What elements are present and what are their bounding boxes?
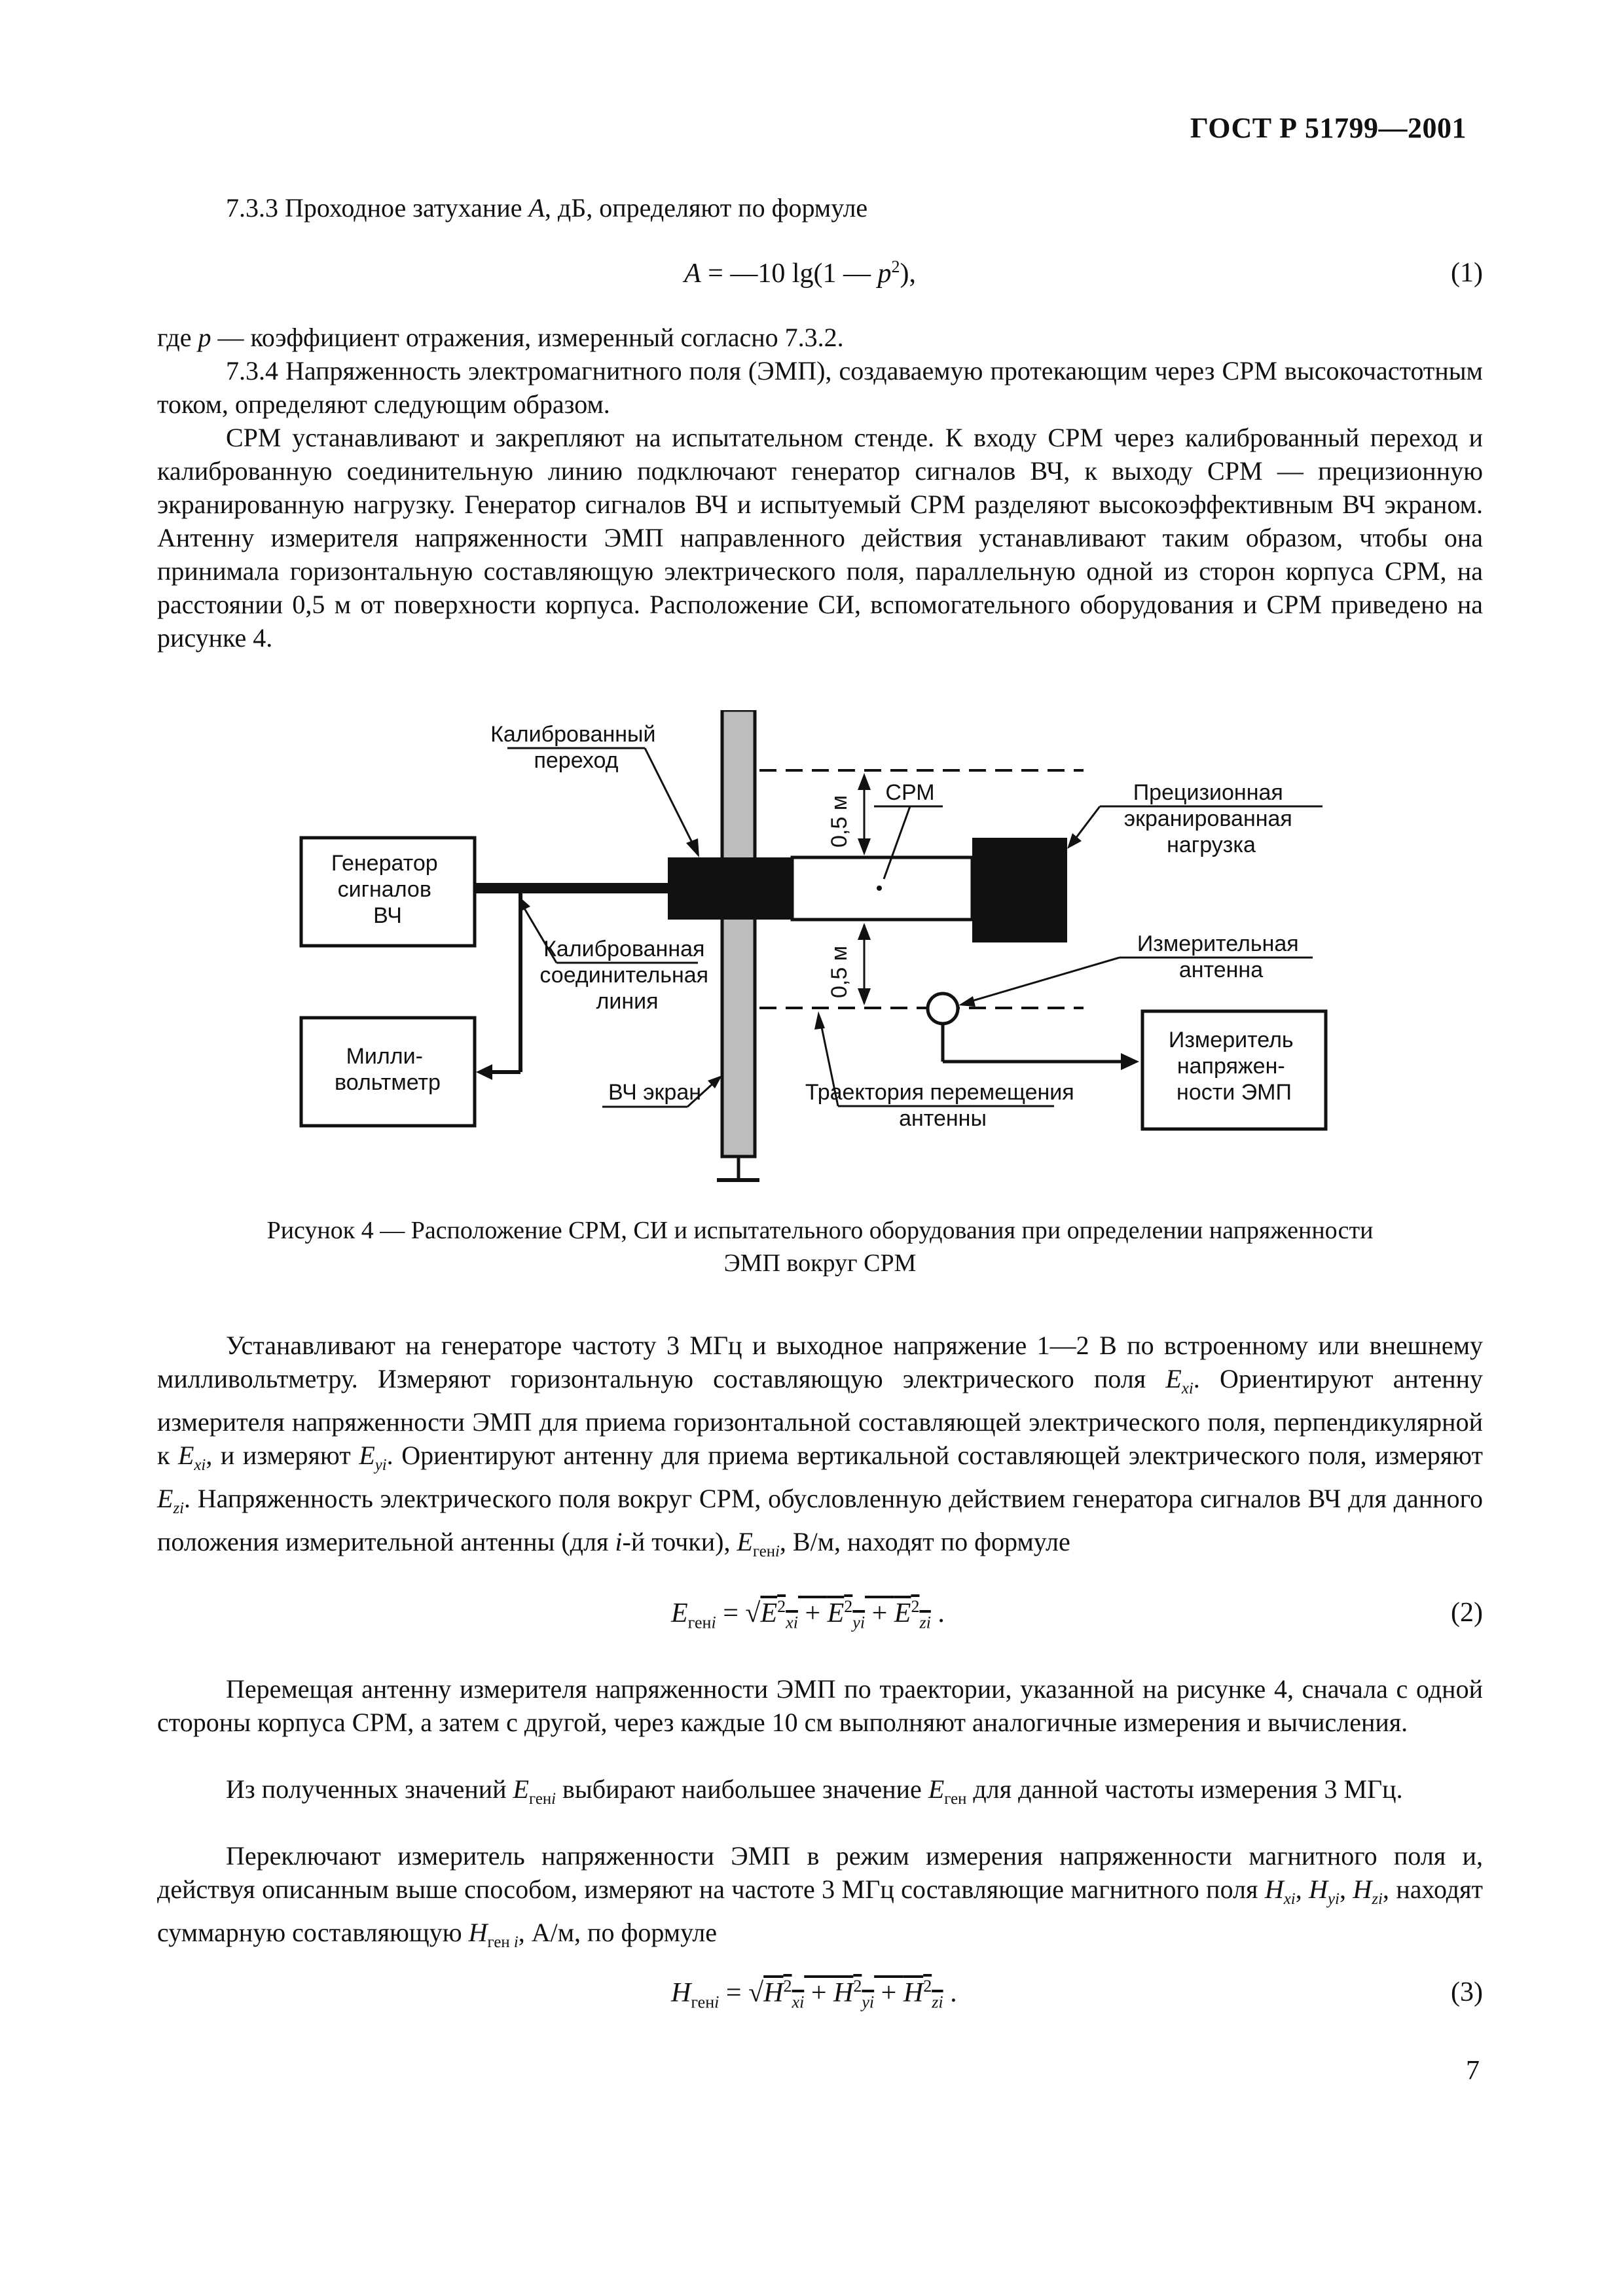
- caption-line-1: Рисунок 4 — Расположение СРМ, СИ и испытательного оборудования при определении напряженности: [266, 1217, 1374, 1244]
- formula-3-expression: $H_{генi} = √H^2_{xi} + H^2_{yi} + H^2_{zi}$ .: [671, 1977, 957, 2012]
- dim-arrow-bottom-up: [858, 923, 871, 940]
- trajectory-arrow: [814, 1011, 825, 1030]
- srm-label: СРМ: [885, 780, 935, 805]
- figure-4-diagram: [288, 710, 1362, 1198]
- generator-label: Генератор сигналов ВЧ: [331, 851, 438, 928]
- field-meter-label: Измеритель напряжен- ности ЭМП: [1168, 1028, 1294, 1105]
- calibrated-transition-arrow: [686, 838, 699, 857]
- antenna-wire-arrow: [1121, 1053, 1139, 1070]
- formula-2-expression: $E_{генi} = √E^2_{xi} + E^2_{yi} + E^2_{zi}$ .: [671, 1597, 945, 1632]
- paragraph-setup: СРМ устанавливают и закрепляют на испытательном стенде. К входу СРМ через калиброванный переход и калиброванную соединительную линию подключают генератор сигналов ВЧ, к выходу СРМ — прецизионную экранированную нагрузку. Генератор сигналов ВЧ и испытуемый СРМ разделяют высокоэффективным ВЧ экраном. Антенну измерителя напряженности ЭМП направленного действия устанавливают таким образом, чтобы она принимала горизонтальную составляющую электрического поля, параллельную одной из сторон корпуса СРМ, на расстоянии 0,5 м от поверхности корпуса. Расположение СИ, вспомогательного оборудования и СРМ приведено на рисунке 4.: [157, 423, 1483, 653]
- rf-screen: [722, 710, 755, 1157]
- dist-label-bottom: 0,5 м: [827, 945, 852, 998]
- page-number: 7: [1466, 2056, 1480, 2086]
- figure-caption: [157, 1214, 1483, 1280]
- screen-label: ВЧ экран: [608, 1080, 702, 1105]
- calibrated-line-label: Калиброванная соединительная линия: [539, 937, 709, 1014]
- formula-1-expression: A = —10 lg(1 — $p^2$),: [684, 257, 917, 289]
- calibrated-line-leader: [522, 905, 556, 963]
- paragraph-move: Перемещая антенну измерителя напряженности ЭМП по траектории, указанной на рисунке 4, сначала с одной стороны корпуса СРМ, а затем с другой, через каждые 10 см выполняют аналогичные измерения и вычисления.: [157, 1674, 1483, 1737]
- load-arrow: [1067, 833, 1082, 849]
- calibrated-transition-block: [668, 857, 792, 920]
- paragraph-7-3-3: 7.3.3 Проходное затухание A, дБ, определяют по формуле: [226, 193, 868, 223]
- paragraph-max: Из полученных значений $E_{генi}$ выбирают наибольшее значение $E_{ген}$ для данной частоты измерения 3 МГц.: [226, 1774, 1403, 1808]
- antenna-arrow: [958, 996, 976, 1007]
- paragraph-magnetic: Переключают измеритель напряженности ЭМП в режим измерения напряженности магнитного поля и, действуя описанным выше способом, измеряют на частоте 3 МГц составляющие магнитного поля $H_{xi}$, $H_{yi}$, $H_{zi}$, находят суммарную составляющую $H_{ген i}$, А/м, по формуле: [157, 1841, 1484, 1951]
- load-label: Прецизионная экранированная нагрузка: [1123, 780, 1292, 857]
- millivoltmeter-label: Милли- вольтметр: [335, 1044, 441, 1095]
- measuring-antenna: [928, 994, 958, 1024]
- formula-2: [157, 1597, 1483, 1636]
- caption-line-2: ЭМП вокруг СРМ: [723, 1249, 917, 1277]
- formula-1: [157, 257, 1483, 296]
- dim-arrow-bottom-down: [858, 988, 871, 1005]
- antenna-leader: [964, 958, 1120, 1003]
- trajectory-label: Траектория перемещения антенны: [805, 1080, 1074, 1131]
- paragraph-frequency: Устанавливают на генераторе частоту 3 МГц и выходное напряжение 1—2 В по встроенному или внешнему милливольтметру. Измеряют горизонтальную составляющую электрического поля $E_{xi}$. Ориентируют антенну измерителя напряженности ЭМП для приема горизонтальной составляющей электрического поля, перпендикулярной к $E_{xi}$, и измеряют $E_{yi}$. Ориентируют антенну для приема вертикальной составляющей электрического поля, измеряют $E_{zi}$. Напряженность электрического поля вокруг СРМ, обусловленную действием генератора сигналов ВЧ для данного положения измерительной антенны (для i-й точки), $E_{генi}$, В/м, находят по формуле: [157, 1331, 1484, 1560]
- dim-arrow-top-up: [858, 773, 871, 790]
- dim-arrow-top-down: [858, 838, 871, 855]
- millivoltmeter-arrow: [476, 1064, 492, 1080]
- precision-load: [972, 838, 1067, 942]
- calibrated-transition-leader: [645, 748, 697, 853]
- dist-label-top: 0,5 м: [827, 795, 852, 848]
- srm-dot: [877, 886, 882, 891]
- antenna-label: Измерительная антенна: [1137, 931, 1299, 982]
- paragraph-7-3-4: 7.3.4 Напряженность электромагнитного поля (ЭМП), создаваемую протекающим через СРМ высокочастотным током, определяют следующим образом.: [157, 356, 1483, 419]
- document-header: ГОСТ Р 51799—2001: [1190, 112, 1467, 144]
- figure-4: [288, 710, 1362, 1198]
- formula-2-number: (2): [1451, 1598, 1483, 1628]
- formula-3: [157, 1977, 1483, 2016]
- formula-3-number: (3): [1451, 1977, 1483, 2007]
- paragraph-where: где p — коэффициент отражения, измеренный согласно 7.3.2.: [157, 323, 844, 352]
- calibrated-line-arrow: [519, 896, 530, 912]
- srm-body: [792, 857, 972, 920]
- calibrated-transition-label: Калиброванный переход: [490, 722, 656, 773]
- formula-1-number: (1): [1451, 258, 1483, 288]
